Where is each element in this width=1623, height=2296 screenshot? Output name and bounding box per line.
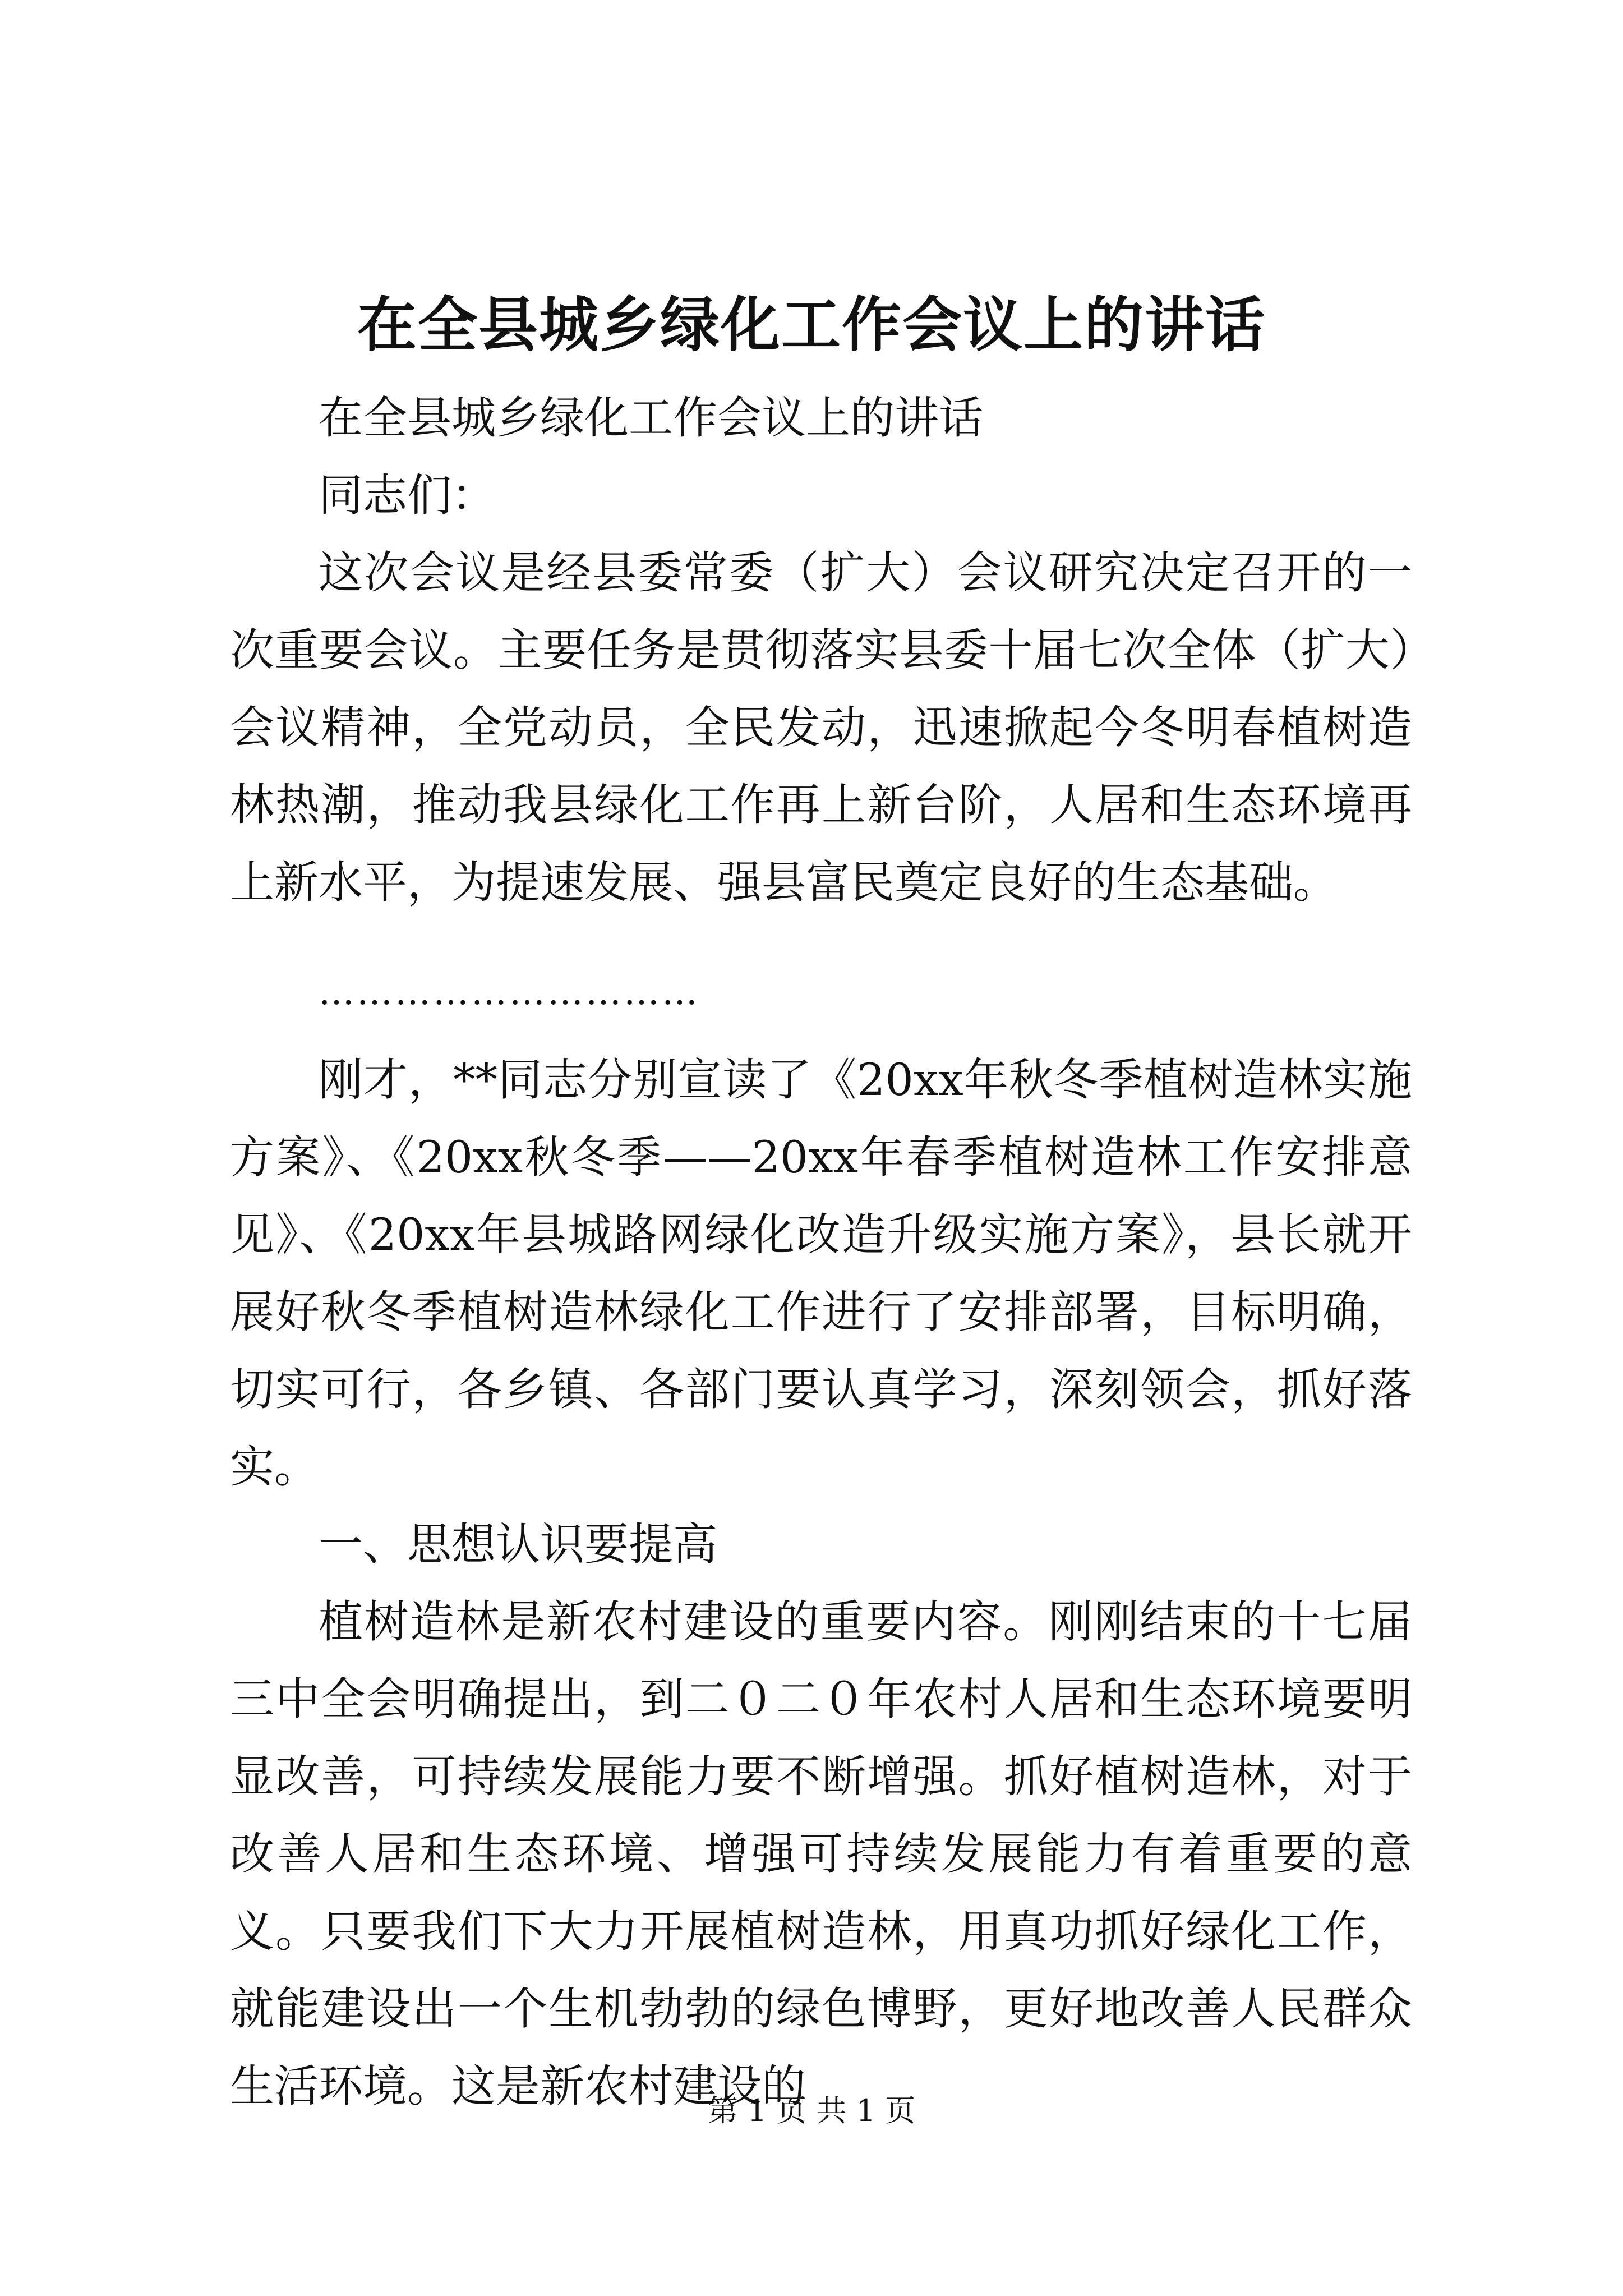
document-body xyxy=(230,379,1412,2125)
section-heading: 一、思想认识要提高 xyxy=(319,1519,717,1570)
document-title: 在全县城乡绿化工作会议上的讲话 xyxy=(357,291,1266,360)
paragraph-2: 刚才，**同志分别宣读了《20xx年秋冬季植树造林实施方案》、《20xx秋冬季——20xx年春季植树造林工作安排意见》、《20xx年县城路网绿化改造升级实施方案》，县长就开展好秋冬季植树造林绿化工作进行了安排部署，目标明确，切实可行，各乡镇、各部门要认真学习，深刻领会，抓好落实。 xyxy=(230,1054,1412,1493)
page-number: 第 1 页 共 1 页 xyxy=(707,2093,916,2128)
page-footer xyxy=(0,2091,1623,2131)
ellipsis-separator: ………………………… xyxy=(319,972,700,1013)
paragraph-3: 植树造林是新农村建设的重要内容。刚刚结束的十七届三中全会明确提出，到二０二０年农村人居和生态环境要明显改善，可持续发展能力要不断增强。抓好植树造林，对于改善人居和生态环境、增强可持续发展能力有着重要的意义。只要我们下大力开展植树造林，用真功抓好绿化工作，就能建设出一个生机勃勃的绿色博野，更好地改善人民群众生活环境。这是新农村建设的 xyxy=(230,1596,1412,2112)
salutation: 同志们： xyxy=(319,470,496,521)
document-subtitle: 在全县城乡绿化工作会议上的讲话 xyxy=(319,392,983,444)
paragraph-1: 这次会议是经县委常委（扩大）会议研究决定召开的一次重要会议。主要任务是贯彻落实县委十届七次全体（扩大）会议精神，全党动员，全民发动，迅速掀起今冬明春植树造林热潮，推动我县绿化工作再上新台阶，人居和生态环境再上新水平，为提速发展、强县富民奠定良好的生态基础。 xyxy=(230,547,1412,908)
